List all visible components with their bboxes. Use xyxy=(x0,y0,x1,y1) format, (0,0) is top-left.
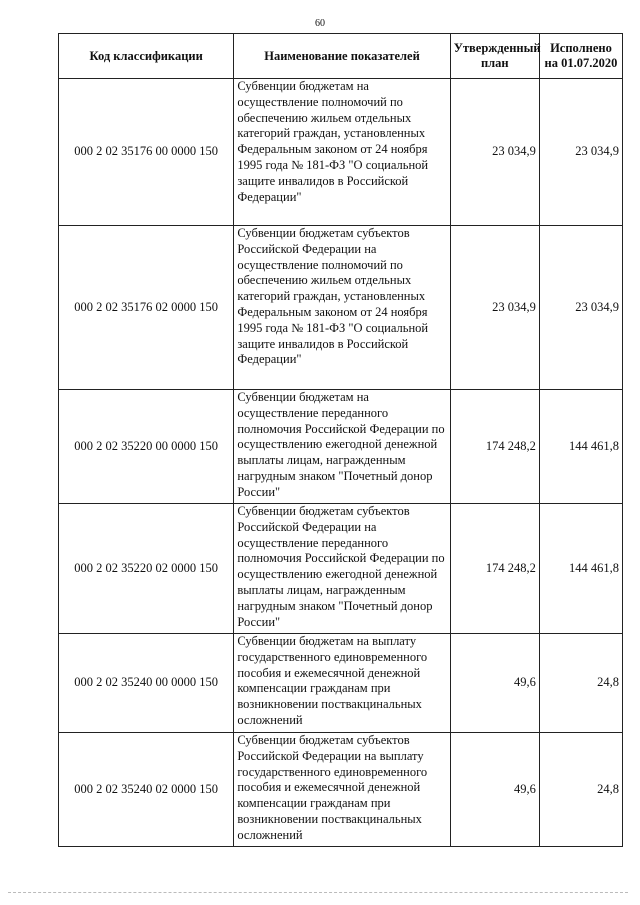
indicator-name: Субвенции бюджетам субъектов Российской Федерации на выплату государственного единовременного пособия и ежемесячной денежной компенсации гражданам при возникновении поствакцинальных осложнений xyxy=(234,733,450,847)
table-row xyxy=(59,390,623,504)
classification-code: 000 2 02 35240 00 0000 150 xyxy=(59,634,234,733)
header-plan: Утвержденный план xyxy=(450,34,539,79)
page-number: 60 xyxy=(315,18,325,29)
plan-value: 23 034,9 xyxy=(450,226,539,390)
classification-code: 000 2 02 35220 02 0000 150 xyxy=(59,504,234,634)
done-value: 144 461,8 xyxy=(539,504,622,634)
table-row xyxy=(59,634,623,733)
header-code: Код классификации xyxy=(59,34,234,79)
done-value: 24,8 xyxy=(539,634,622,733)
indicator-name: Субвенции бюджетам на осуществление переданного полномочия Российской Федерации по осуществлению ежегодной денежной выплаты лицам, награжденным нагрудным знаком "Почетный донор России" xyxy=(234,390,450,504)
classification-code: 000 2 02 35176 00 0000 150 xyxy=(59,79,234,226)
done-value: 23 034,9 xyxy=(539,79,622,226)
done-value: 23 034,9 xyxy=(539,226,622,390)
plan-value: 174 248,2 xyxy=(450,390,539,504)
plan-value: 23 034,9 xyxy=(450,79,539,226)
done-value: 144 461,8 xyxy=(539,390,622,504)
indicator-name: Субвенции бюджетам субъектов Российской Федерации на осуществление полномочий по обеспечению жильем отдельных категорий граждан, установленных Федеральным законом от 24 ноября 1995 года № 181-ФЗ "О социальной защите инвалидов в Российской Федерации" xyxy=(234,226,450,390)
plan-value: 174 248,2 xyxy=(450,504,539,634)
plan-value: 49,6 xyxy=(450,733,539,847)
plan-value: 49,6 xyxy=(450,634,539,733)
scan-footer-line xyxy=(8,892,628,893)
header-name: Наименование показателей xyxy=(234,34,450,79)
table-row xyxy=(59,79,623,226)
header-done: Исполнено на 01.07.2020 xyxy=(539,34,622,79)
table-row xyxy=(59,733,623,847)
table-row xyxy=(59,504,623,634)
indicator-name: Субвенции бюджетам субъектов Российской Федерации на осуществление переданного полномочия Российской Федерации по осуществлению ежегодной денежной выплаты лицам, награжденным нагрудным знаком "Почетный донор России" xyxy=(234,504,450,634)
indicator-name: Субвенции бюджетам на выплату государственного единовременного пособия и ежемесячной денежной компенсации гражданам при возникновении поствакцинальных осложнений xyxy=(234,634,450,733)
budget-table xyxy=(58,33,623,847)
table-header-row xyxy=(59,34,623,79)
classification-code: 000 2 02 35220 00 0000 150 xyxy=(59,390,234,504)
indicator-name: Субвенции бюджетам на осуществление полномочий по обеспечению жильем отдельных категорий граждан, установленных Федеральным законом от 24 ноября 1995 года № 181-ФЗ "О социальной защите инвалидов в Российской Федерации" xyxy=(234,79,450,226)
done-value: 24,8 xyxy=(539,733,622,847)
table-row xyxy=(59,226,623,390)
classification-code: 000 2 02 35240 02 0000 150 xyxy=(59,733,234,847)
classification-code: 000 2 02 35176 02 0000 150 xyxy=(59,226,234,390)
